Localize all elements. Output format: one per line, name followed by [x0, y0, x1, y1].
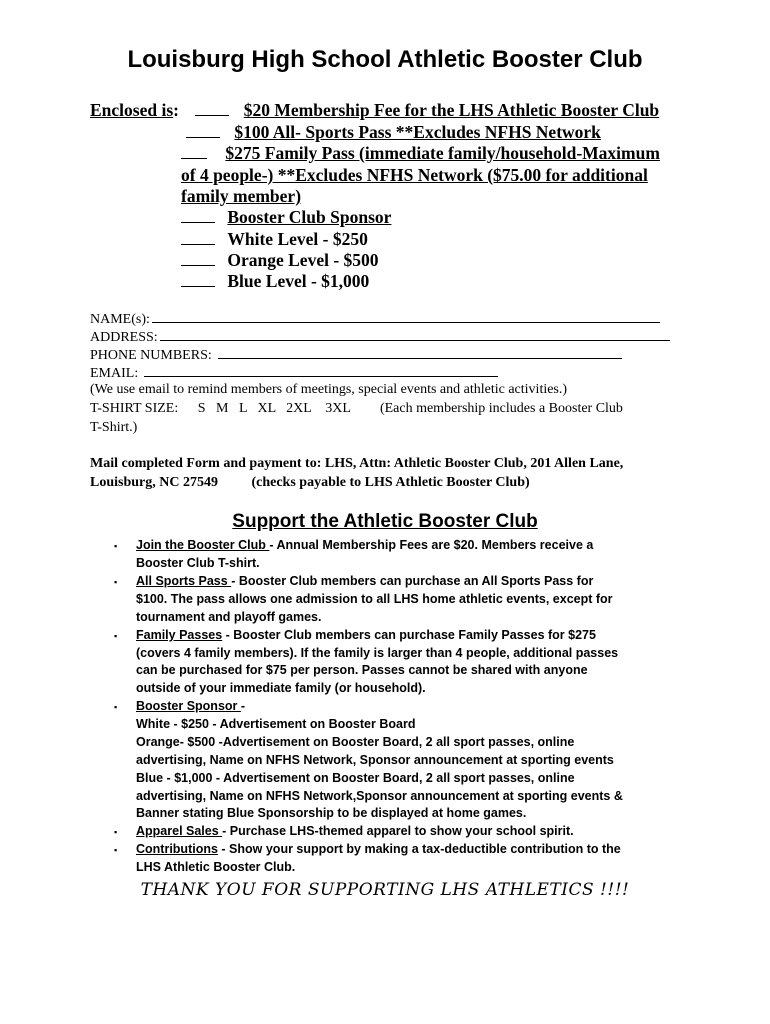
- page-title: Louisburg High School Athletic Booster Club: [127, 46, 643, 73]
- mail-line2: [90, 475, 530, 491]
- blue-level-option: Blue Level - $1,000: [227, 271, 370, 291]
- sponsor-blue-1: Blue - $1,000 - Advertisement on Booster Board, 2 all sport passes, online: [136, 771, 575, 785]
- family-text-2: (covers 4 family members). If the family is larger than 4 people, additional passes: [136, 646, 619, 660]
- contrib-text: - Show your support by making a tax-deductible contribution to the: [217, 842, 621, 856]
- pass-text: - Booster Club members can purchase an All Sports Pass for: [231, 574, 594, 588]
- sponsor-option: Booster Club Sponsor: [227, 207, 392, 227]
- mail-checks-note: (checks payable to LHS Athletic Booster Club): [251, 475, 530, 490]
- all-sports-option: $100 All- Sports Pass **Excludes NFHS Network: [234, 122, 601, 142]
- sponsor-orange-1: Orange- $500 -Advertisement on Booster Board, 2 all sport passes, online: [136, 735, 575, 749]
- name-field[interactable]: [152, 310, 660, 323]
- pass-item: [136, 574, 593, 588]
- mail-line1: Mail completed Form and payment to: LHS, Attn: Athletic Booster Club, 201 Allen Lane,: [90, 456, 624, 471]
- tshirt-label: T-SHIRT SIZE:: [90, 401, 179, 416]
- sponsor-blue-2: advertising, Name on NFHS Network,Sponsor announcement at sporting events &: [136, 789, 623, 803]
- join-item: [136, 538, 593, 552]
- bullet-icon: ▪: [114, 631, 118, 641]
- support-title: Support the Athletic Booster Club: [232, 511, 538, 532]
- membership-checkbox-line[interactable]: [195, 101, 229, 116]
- sponsor-dash: -: [240, 699, 246, 713]
- bullet-icon: ▪: [114, 702, 118, 712]
- apparel-head: Apparel Sales: [136, 824, 223, 838]
- family-pass-option: $275 Family Pass (immediate family/household-Maximum: [225, 143, 660, 163]
- contrib-text-2: LHS Athletic Booster Club.: [136, 860, 296, 874]
- mail-address-city: Louisburg, NC 27549: [90, 475, 218, 490]
- email-field[interactable]: [144, 364, 498, 377]
- email-field-row: [90, 364, 498, 382]
- sponsor-white: White - $250 - Advertisement on Booster Board: [136, 717, 416, 731]
- contrib-head: Contributions: [136, 842, 218, 856]
- family-head: Family Passes: [136, 628, 223, 642]
- tshirt-row: [90, 401, 623, 417]
- enclosed-label: Enclosed is: [90, 100, 174, 120]
- apparel-text: - Purchase LHS-themed apparel to show your school spirit.: [222, 824, 574, 838]
- family-pass-line2: of 4 people-) **Excludes NFHS Network ($75.00 for additional: [181, 165, 648, 185]
- sponsor-head: Booster Sponsor: [136, 699, 241, 713]
- bullet-icon: ▪: [114, 577, 118, 587]
- email-label: EMAIL:: [90, 366, 139, 381]
- join-text-cont: Booster Club T-shirt.: [136, 556, 260, 570]
- white-level-checkbox-line[interactable]: [181, 231, 215, 245]
- orange-level-option: Orange Level - $500: [227, 250, 379, 270]
- bullet-icon: ▪: [114, 827, 118, 837]
- join-text: - Annual Membership Fees are $20. Members receive a: [269, 538, 594, 552]
- enclosed-colon: :: [173, 100, 179, 120]
- apparel-item: [136, 824, 574, 838]
- sponsor-row: [181, 207, 391, 228]
- all-sports-row: [186, 122, 601, 143]
- phone-label: PHONE NUMBERS:: [90, 348, 212, 363]
- address-field-row: [90, 328, 670, 346]
- pass-text-2: $100. The pass allows one admission to all LHS home athletic events, except for: [136, 592, 613, 606]
- address-label: ADDRESS:: [90, 330, 158, 345]
- tshirt-sizes[interactable]: S M L XL 2XL 3XL: [197, 401, 351, 416]
- enclosed-membership-row: [90, 100, 659, 121]
- bullet-icon: ▪: [114, 845, 118, 855]
- tshirt-note-cont: T-Shirt.): [90, 420, 138, 435]
- phone-field-row: [90, 346, 622, 364]
- sponsor-orange-2: advertising, Name on NFHS Network, Sponsor announcement at sporting events: [136, 753, 614, 767]
- blue-level-row: [181, 271, 369, 292]
- orange-level-checkbox-line[interactable]: [181, 252, 215, 266]
- sponsor-checkbox-line[interactable]: [181, 208, 215, 223]
- blue-level-checkbox-line[interactable]: [181, 273, 215, 287]
- orange-level-row: [181, 250, 379, 271]
- membership-option: $20 Membership Fee for the LHS Athletic Booster Club: [243, 100, 660, 120]
- all-sports-checkbox-line[interactable]: [186, 123, 220, 138]
- address-field[interactable]: [160, 328, 670, 341]
- family-pass-line3: family member): [181, 186, 302, 206]
- sponsor-item: [136, 699, 245, 713]
- family-pass-checkbox-line[interactable]: [181, 144, 207, 159]
- pass-text-3: tournament and playoff games.: [136, 610, 322, 624]
- thank-you-message: THANK YOU FOR SUPPORTING LHS ATHLETICS !!!!: [140, 880, 630, 900]
- bullet-icon: ▪: [114, 541, 118, 551]
- name-field-row: [90, 310, 660, 328]
- family-text-4: outside of your immediate family (or household).: [136, 681, 426, 695]
- name-label: NAME(s):: [90, 312, 150, 327]
- contrib-item: [136, 842, 621, 856]
- family-item: [136, 628, 596, 642]
- sponsor-blue-3: Banner stating Blue Sponsorship to be displayed at home games.: [136, 806, 527, 820]
- family-text: - Booster Club members can purchase Family Passes for $275: [222, 628, 596, 642]
- phone-field[interactable]: [218, 346, 622, 359]
- pass-head: All Sports Pass: [136, 574, 232, 588]
- white-level-row: [181, 229, 368, 250]
- tshirt-note: (Each membership includes a Booster Club: [379, 401, 623, 416]
- join-head: Join the Booster Club: [136, 538, 270, 552]
- white-level-option: White Level - $250: [227, 229, 368, 249]
- family-pass-row: [181, 143, 660, 164]
- family-text-3: can be purchased for $75 per person. Passes cannot be shared with anyone: [136, 663, 588, 677]
- email-note: (We use email to remind members of meetings, special events and athletic activities.): [90, 382, 568, 397]
